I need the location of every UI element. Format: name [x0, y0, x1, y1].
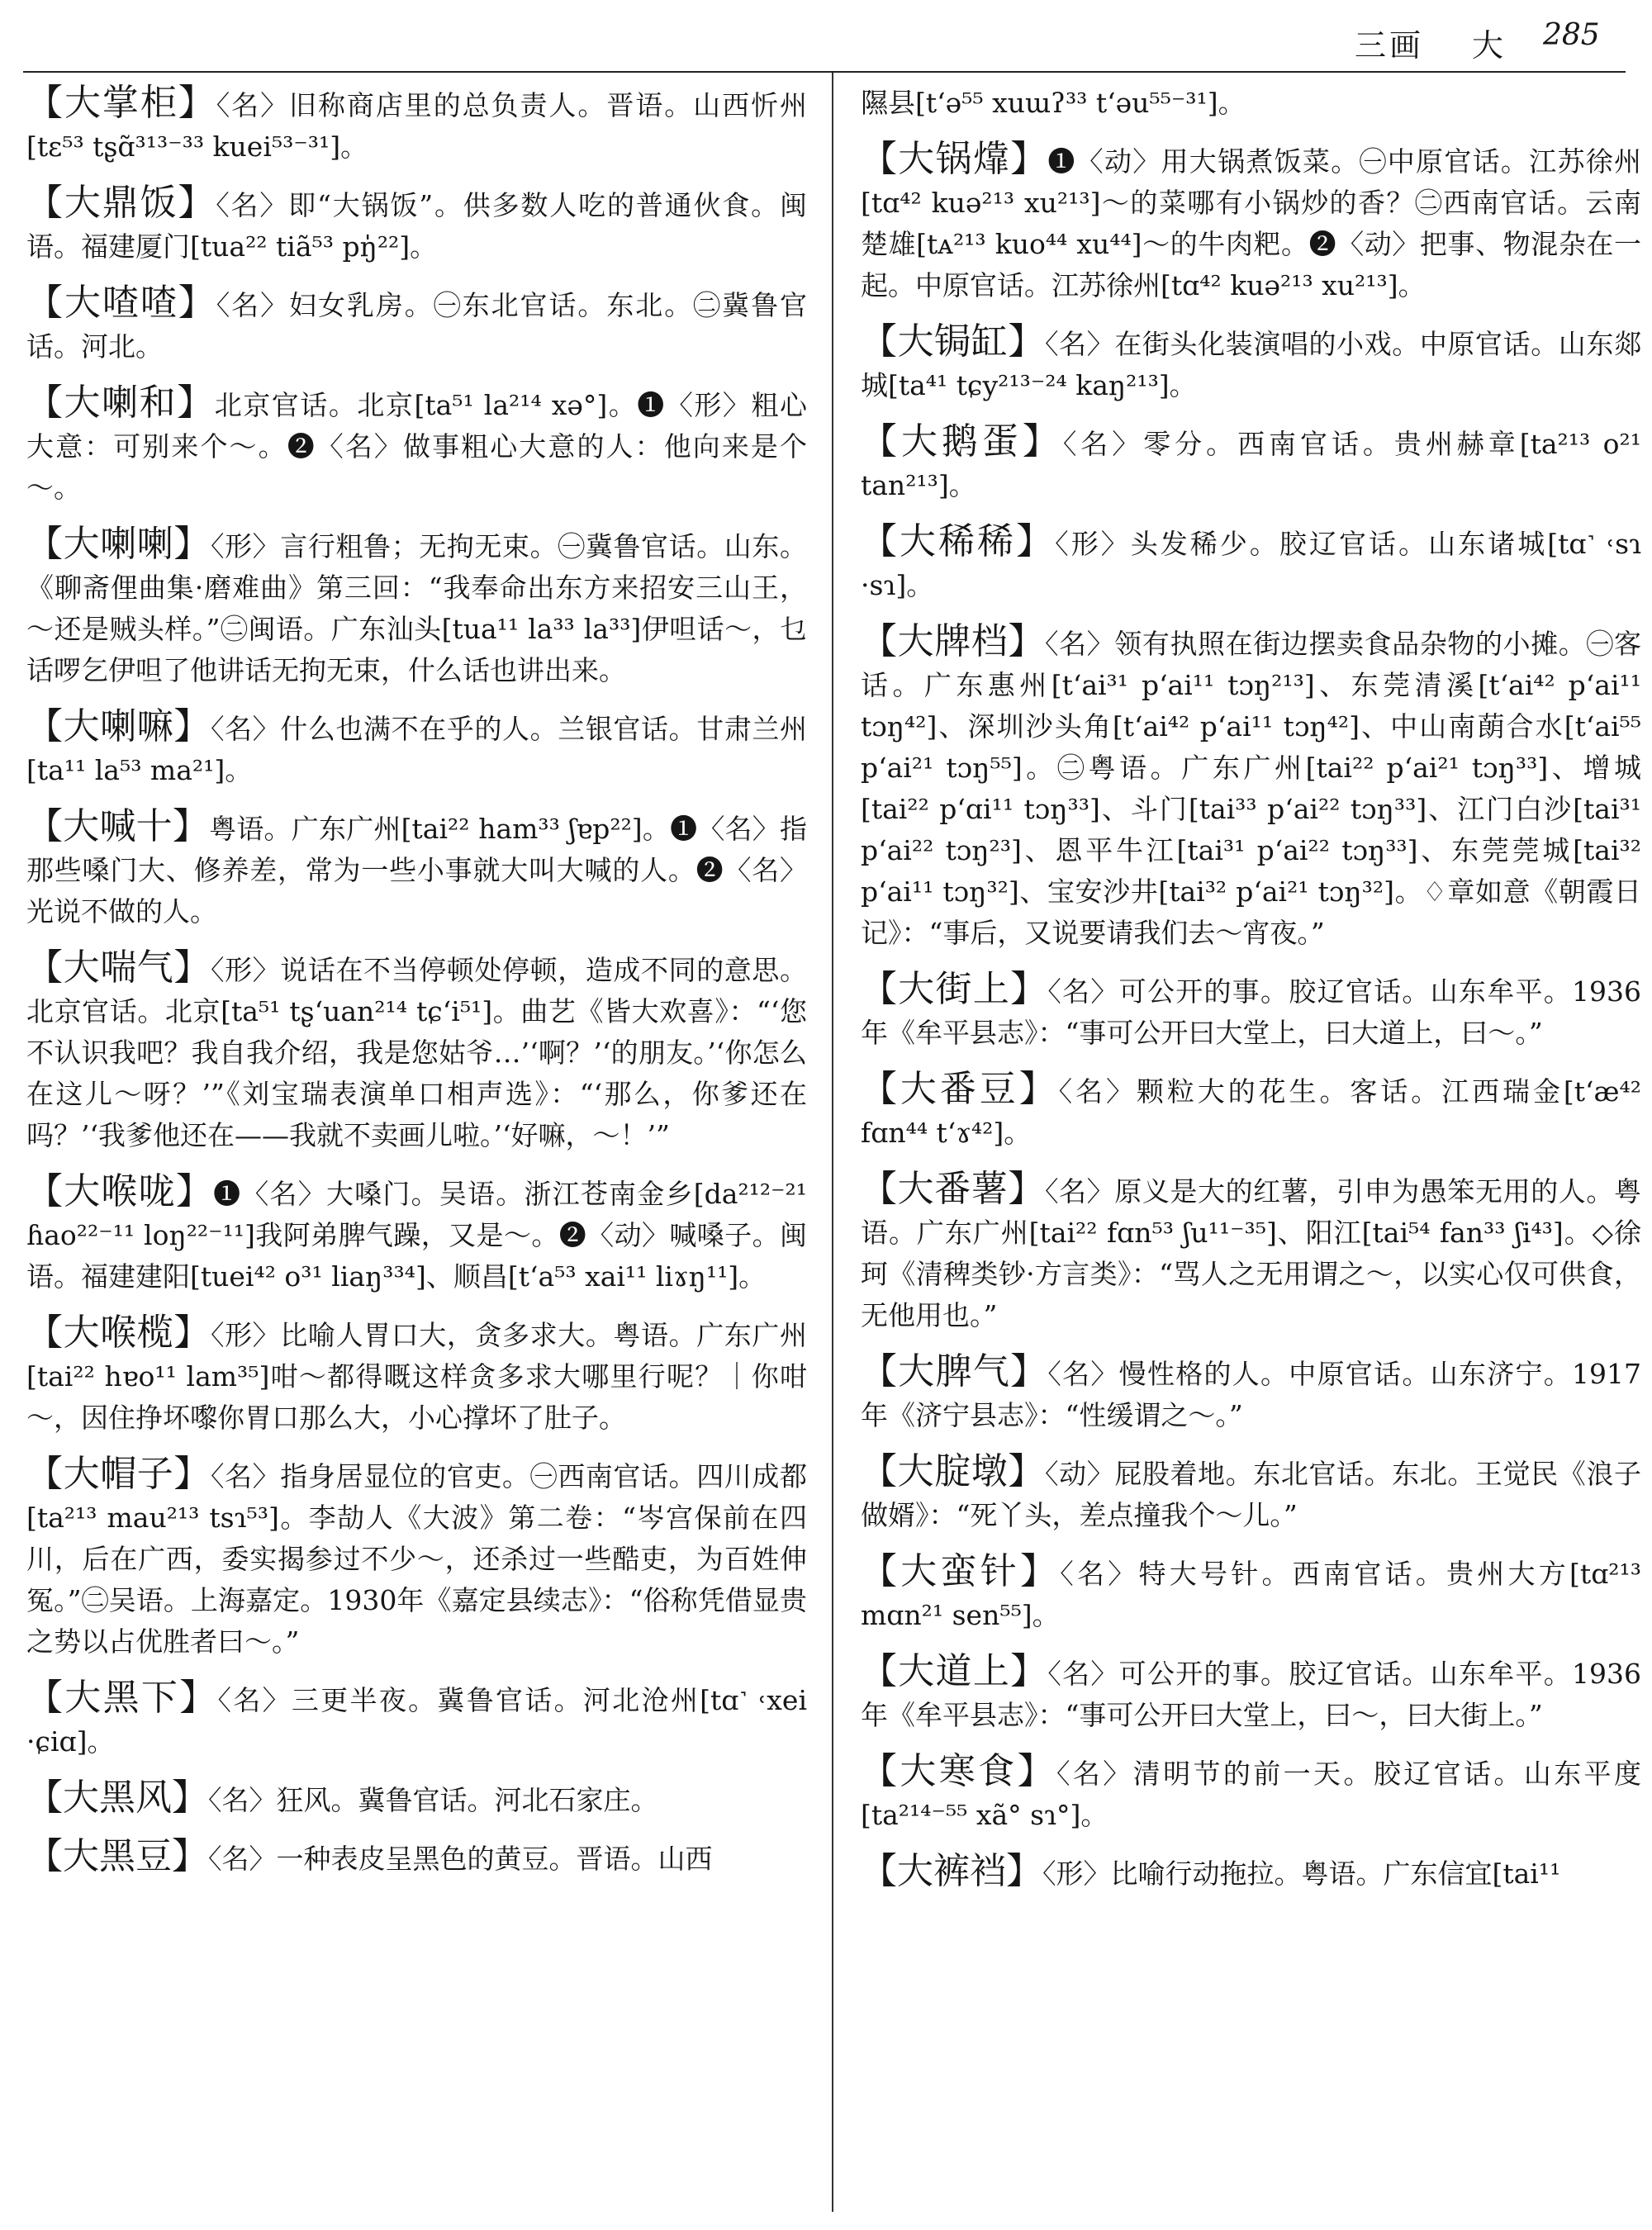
dictionary-entry [861, 1551, 1641, 1636]
headword: 【大裤裆】 [861, 1850, 1042, 1892]
dictionary-entry [861, 1651, 1641, 1736]
headword: 【大鼎饭】 [26, 182, 216, 224]
entry-text: 〈形〉言行粗鲁；无拘无束。㊀冀鲁官话。山东。《聊斋俚曲集·磨难曲》第三回：“我奉命出东方来招安三山王，～还是贼头样。”㊁闽语。广东汕头[tua¹¹ la³³ la³³]伊呾话～，乜话啰乞伊呾了他讲话无拘无束，什么话也讲出来。 [26, 530, 808, 686]
headword: 【大脾气】 [861, 1350, 1048, 1393]
stroke-category: 三画 [1355, 27, 1425, 64]
entry-text: 〈名〉领有执照在街边摆卖食品杂物的小摊。㊀客话。广东惠州[tʻai³¹ pʻai¹¹ tɔŋ²¹³]、东莞清溪[tʻai⁴² pʻai¹¹ tɔŋ⁴²]、深圳沙头角[tʻai⁴² pʻai¹¹ tɔŋ⁴²]、中山南蓢合水[tʻai⁵⁵ pʻai²¹ tɔŋ⁵⁵]。㊁粤语。广东广州[tai²² pʻai²¹ tɔŋ³³]、增城[tai²² pʻɑi¹¹ tɔŋ³³]、斗门[tai³³ pʻai²² tɔŋ³³]、江门白沙[tai³¹ pʻai²² tɔŋ²³]、恩平牛江[tai³¹ pʻai²² tɔŋ³³]、东莞莞城[tai³² pʻai¹¹ tɔŋ³²]、宝安沙井[tai³² pʻai²¹ tɔŋ³²]。♢章如意《朝霞日记》：“事后，又说要请我们去～宵夜。” [861, 628, 1642, 949]
headword: 【大帽子】 [26, 1453, 211, 1495]
entry-text: 〈名〉什么也满不在乎的人。兰银官话。甘肃兰州[ta¹¹ la⁵³ ma²¹]。 [26, 713, 808, 786]
dictionary-entry [26, 1677, 807, 1763]
dictionary-entry [861, 1851, 1641, 1895]
dictionary-entry [861, 1169, 1641, 1336]
column-divider [832, 73, 833, 2212]
entry-text: 〈形〉比喻人胃口大，贪多求大。粤语。广东广州[tai²² hɐo¹¹ lam³⁵]咁～都得嘅这样贪多求大哪里行呢？｜你咁～，因住挣坏嚟你胃口那么大，小心撑坏了肚子。 [26, 1319, 808, 1434]
left-column [26, 83, 807, 1895]
entry-text: 〈名〉在街头化装演唱的小戏。中原官话。山东郯城[ta⁴¹ tɕy²¹³⁻²⁴ kaŋ²¹³]。 [861, 328, 1642, 401]
dictionary-entry [861, 421, 1641, 506]
dictionary-entry [861, 83, 1641, 124]
entry-text: 北京官话。北京[ta⁵¹ la²¹⁴ xə°]。❶〈形〉粗心大意：可别来个～。❷〈名〉做事粗心大意的人：他向来是个～。 [26, 389, 807, 504]
dictionary-entry [26, 282, 807, 368]
headword: 【大稀稀】 [861, 520, 1056, 562]
entry-text: 〈名〉清明节的前一天。胶辽官话。山东平度[ta²¹⁴⁻⁵⁵ xã° sɿ°]。 [861, 1758, 1642, 1831]
entry-text: 〈名〉狂风。冀鲁官话。河北石家庄。 [208, 1784, 658, 1816]
dictionary-entry [861, 321, 1641, 406]
entry-text: 〈名〉三更半夜。冀鲁官话。河北沧州[tɑ˺ ˓xei ·ɕiɑ]。 [26, 1684, 808, 1758]
headword: 【大喘气】 [26, 947, 211, 989]
entry-text: 〈形〉说话在不当停顿处停顿，造成不同的意思。北京官话。北京[ta⁵¹ tʂʻuan²¹⁴ tɕʻi⁵¹]。曲艺《皆大欢喜》：“‘您不认识我吧？我自我介绍，我是您姑爷…’‘啊？’‘的朋友。’‘你怎么在这儿～呀？’”《刘宝瑞表演单口相声选》：“‘那么，你爹还在吗？’‘我爹他还在——我就不卖画儿啦。’‘好嘛，～！’” [26, 954, 808, 1151]
dictionary-entry [26, 382, 807, 509]
headword: 【大喉榄】 [26, 1312, 211, 1354]
headword: 【大喉咙】 [26, 1170, 214, 1212]
entry-text: 〈形〉头发稀少。胶辽官话。山东诸城[tɑ˺ ˓sɿ ·sɿ]。 [861, 528, 1642, 601]
headword: 【大腚墩】 [861, 1450, 1045, 1492]
dictionary-entry [26, 706, 807, 791]
entry-text: 〈名〉指身居显位的官吏。㊀西南官话。四川成都[ta²¹³ mau²¹³ tsɿ⁵³]。李劼人《大波》第二卷：“岑宫保前在四川，后在广西，委实揭参过不少～，还杀过一些酷吏，为百姓伸冤。”㊁吴语。上海嘉定。1930年《嘉定县续志》：“俗称凭借显贵之势以占优胜者曰～。” [26, 1460, 808, 1658]
right-column [861, 83, 1641, 1910]
dictionary-entry [861, 139, 1641, 306]
headword: 【大黑豆】 [26, 1835, 208, 1877]
header-character: 大 [1472, 27, 1504, 64]
headword: 【大牌档】 [861, 620, 1045, 662]
dictionary-entry [26, 947, 807, 1156]
dictionary-entry [26, 183, 807, 268]
headword: 【大寒食】 [861, 1750, 1056, 1792]
entry-text: 〈动〉屁股着地。东北官话。东北。王觉民《浪子做婿》：“死丫头，差点撞我个～儿。” [861, 1458, 1642, 1531]
dictionary-entry [26, 806, 807, 932]
headword: 【大道上】 [861, 1650, 1048, 1692]
dictionary-entry [26, 1836, 807, 1880]
dictionary-entry [861, 621, 1641, 954]
entry-text: 粤语。广东广州[tai²² ham³³ ʃɐp²²]。❶〈名〉指那些嗓门大、修养差，常为一些小事就大叫大喊的人。❷〈名〉光说不做的人。 [26, 813, 807, 928]
dictionary-entry [26, 1777, 807, 1821]
entry-text: 〈名〉零分。西南官话。贵州赫章[ta²¹³ o²¹ tan²¹³]。 [861, 428, 1642, 501]
headword: 【大锔缸】 [861, 320, 1045, 363]
entry-text: 〈名〉颗粒大的花生。客话。江西瑞金[tʻæ⁴² fɑn⁴⁴ tʻɤ⁴²]。 [861, 1075, 1641, 1149]
dictionary-entry [861, 1351, 1641, 1436]
dictionary-entry [26, 83, 807, 168]
entry-text: 〈名〉特大号针。西南官话。贵州大方[tɑ²¹³ mɑn²¹ sen⁵⁵]。 [861, 1558, 1641, 1631]
headword: 【大黑下】 [26, 1677, 218, 1719]
headword: 【大喊十】 [26, 805, 210, 847]
headword: 【大番薯】 [861, 1168, 1045, 1210]
dictionary-entry [26, 524, 807, 691]
dictionary-entry [26, 1454, 807, 1663]
entry-text: 〈名〉原义是大的红薯，引申为愚笨无用的人。粤语。广东广州[tai²² fɑn⁵³ ʃu¹¹⁻³⁵]、阳江[tai⁵⁴ fan³³ ʃi⁴³]。◇徐珂《清稗类钞·方言类》：“骂人之无用谓之～，以实心仅可供食，无他用也。” [861, 1175, 1642, 1331]
headword: 【大蛮针】 [861, 1550, 1061, 1592]
entry-text: ❶〈动〉用大锅煮饭菜。㊀中原官话。江苏徐州[tɑ⁴² kuə²¹³ xu²¹³]～的菜哪有小锅炒的香？㊁西南官话。云南楚雄[tᴀ²¹³ kuo⁴⁴ xu⁴⁴]～的牛肉粑。❷〈动〉把事、物混杂在一起。中原官话。江苏徐州[tɑ⁴² kuə²¹³ xu²¹³]。 [861, 145, 1642, 301]
entry-text: 〈形〉比喻行动拖拉。粤语。广东信宜[tai¹¹ [1042, 1858, 1561, 1890]
entry-text: 〈名〉一种表皮呈黑色的黄豆。晋语。山西 [208, 1843, 713, 1875]
dictionary-entry [861, 969, 1641, 1054]
dictionary-entry [861, 521, 1641, 606]
headword: 【大鹅蛋】 [861, 420, 1063, 463]
entry-text: 〈名〉旧称商店里的总负责人。晋语。山西忻州[tɛ⁵³ tʂɑ̃³¹³⁻³³ kuei⁵³⁻³¹]。 [26, 89, 808, 163]
entry-text: 〈名〉妇女乳房。㊀东北官话。东北。㊁冀鲁官话。河北。 [26, 289, 808, 363]
page-number: 285 [1543, 18, 1600, 52]
headword: 【大锅㸆】 [861, 138, 1048, 180]
headword: 【大街上】 [861, 968, 1048, 1010]
header-rule [23, 71, 1626, 73]
dictionary-entry [861, 1751, 1641, 1836]
headword: 【大喳喳】 [26, 282, 216, 324]
entry-text: 〈名〉慢性格的人。中原官话。山东济宁。1917年《济宁县志》：“性缓谓之～。” [861, 1358, 1641, 1431]
dictionary-entry [26, 1171, 807, 1298]
dictionary-entry [861, 1451, 1641, 1536]
entry-text: 〈名〉可公开的事。胶辽官话。山东牟平。1936年《牟平县志》：“事可公开曰大堂上，曰大道上，曰～。” [861, 975, 1641, 1049]
headword: 【大番豆】 [861, 1068, 1059, 1110]
page-header [0, 12, 1652, 64]
entry-text: 隰县[tʻə⁵⁵ xuɯʔ³³ tʻəu⁵⁵⁻³¹]。 [861, 87, 1246, 119]
headword: 【大喇和】 [26, 382, 215, 424]
dictionary-entry [861, 1069, 1641, 1154]
dictionary-entry [26, 1312, 807, 1439]
headword: 【大喇嘛】 [26, 705, 211, 747]
headword: 【大黑风】 [26, 1777, 208, 1819]
entry-text: 〈名〉即“大锅饭”。供多数人吃的普通伙食。闽语。福建厦门[tua²² tiã⁵³ pŋ̍²²]。 [26, 189, 807, 263]
entry-text: ❶〈名〉大嗓门。吴语。浙江苍南金乡[da²¹²⁻²¹ ɦao²²⁻¹¹ loŋ²²⁻¹¹]我阿弟脾气躁，又是～。❷〈动〉喊嗓子。闽语。福建建阳[tuei⁴² o³¹ liaŋ³³⁴]、顺昌[tʻa⁵³ xai¹¹ liɤŋ¹¹]。 [26, 1178, 808, 1293]
entry-text: 〈名〉可公开的事。胶辽官话。山东牟平。1936年《牟平县志》：“事可公开曰大堂上，曰～，曰大街上。” [861, 1658, 1641, 1731]
headword: 【大喇喇】 [26, 523, 211, 565]
headword: 【大掌柜】 [26, 82, 216, 124]
